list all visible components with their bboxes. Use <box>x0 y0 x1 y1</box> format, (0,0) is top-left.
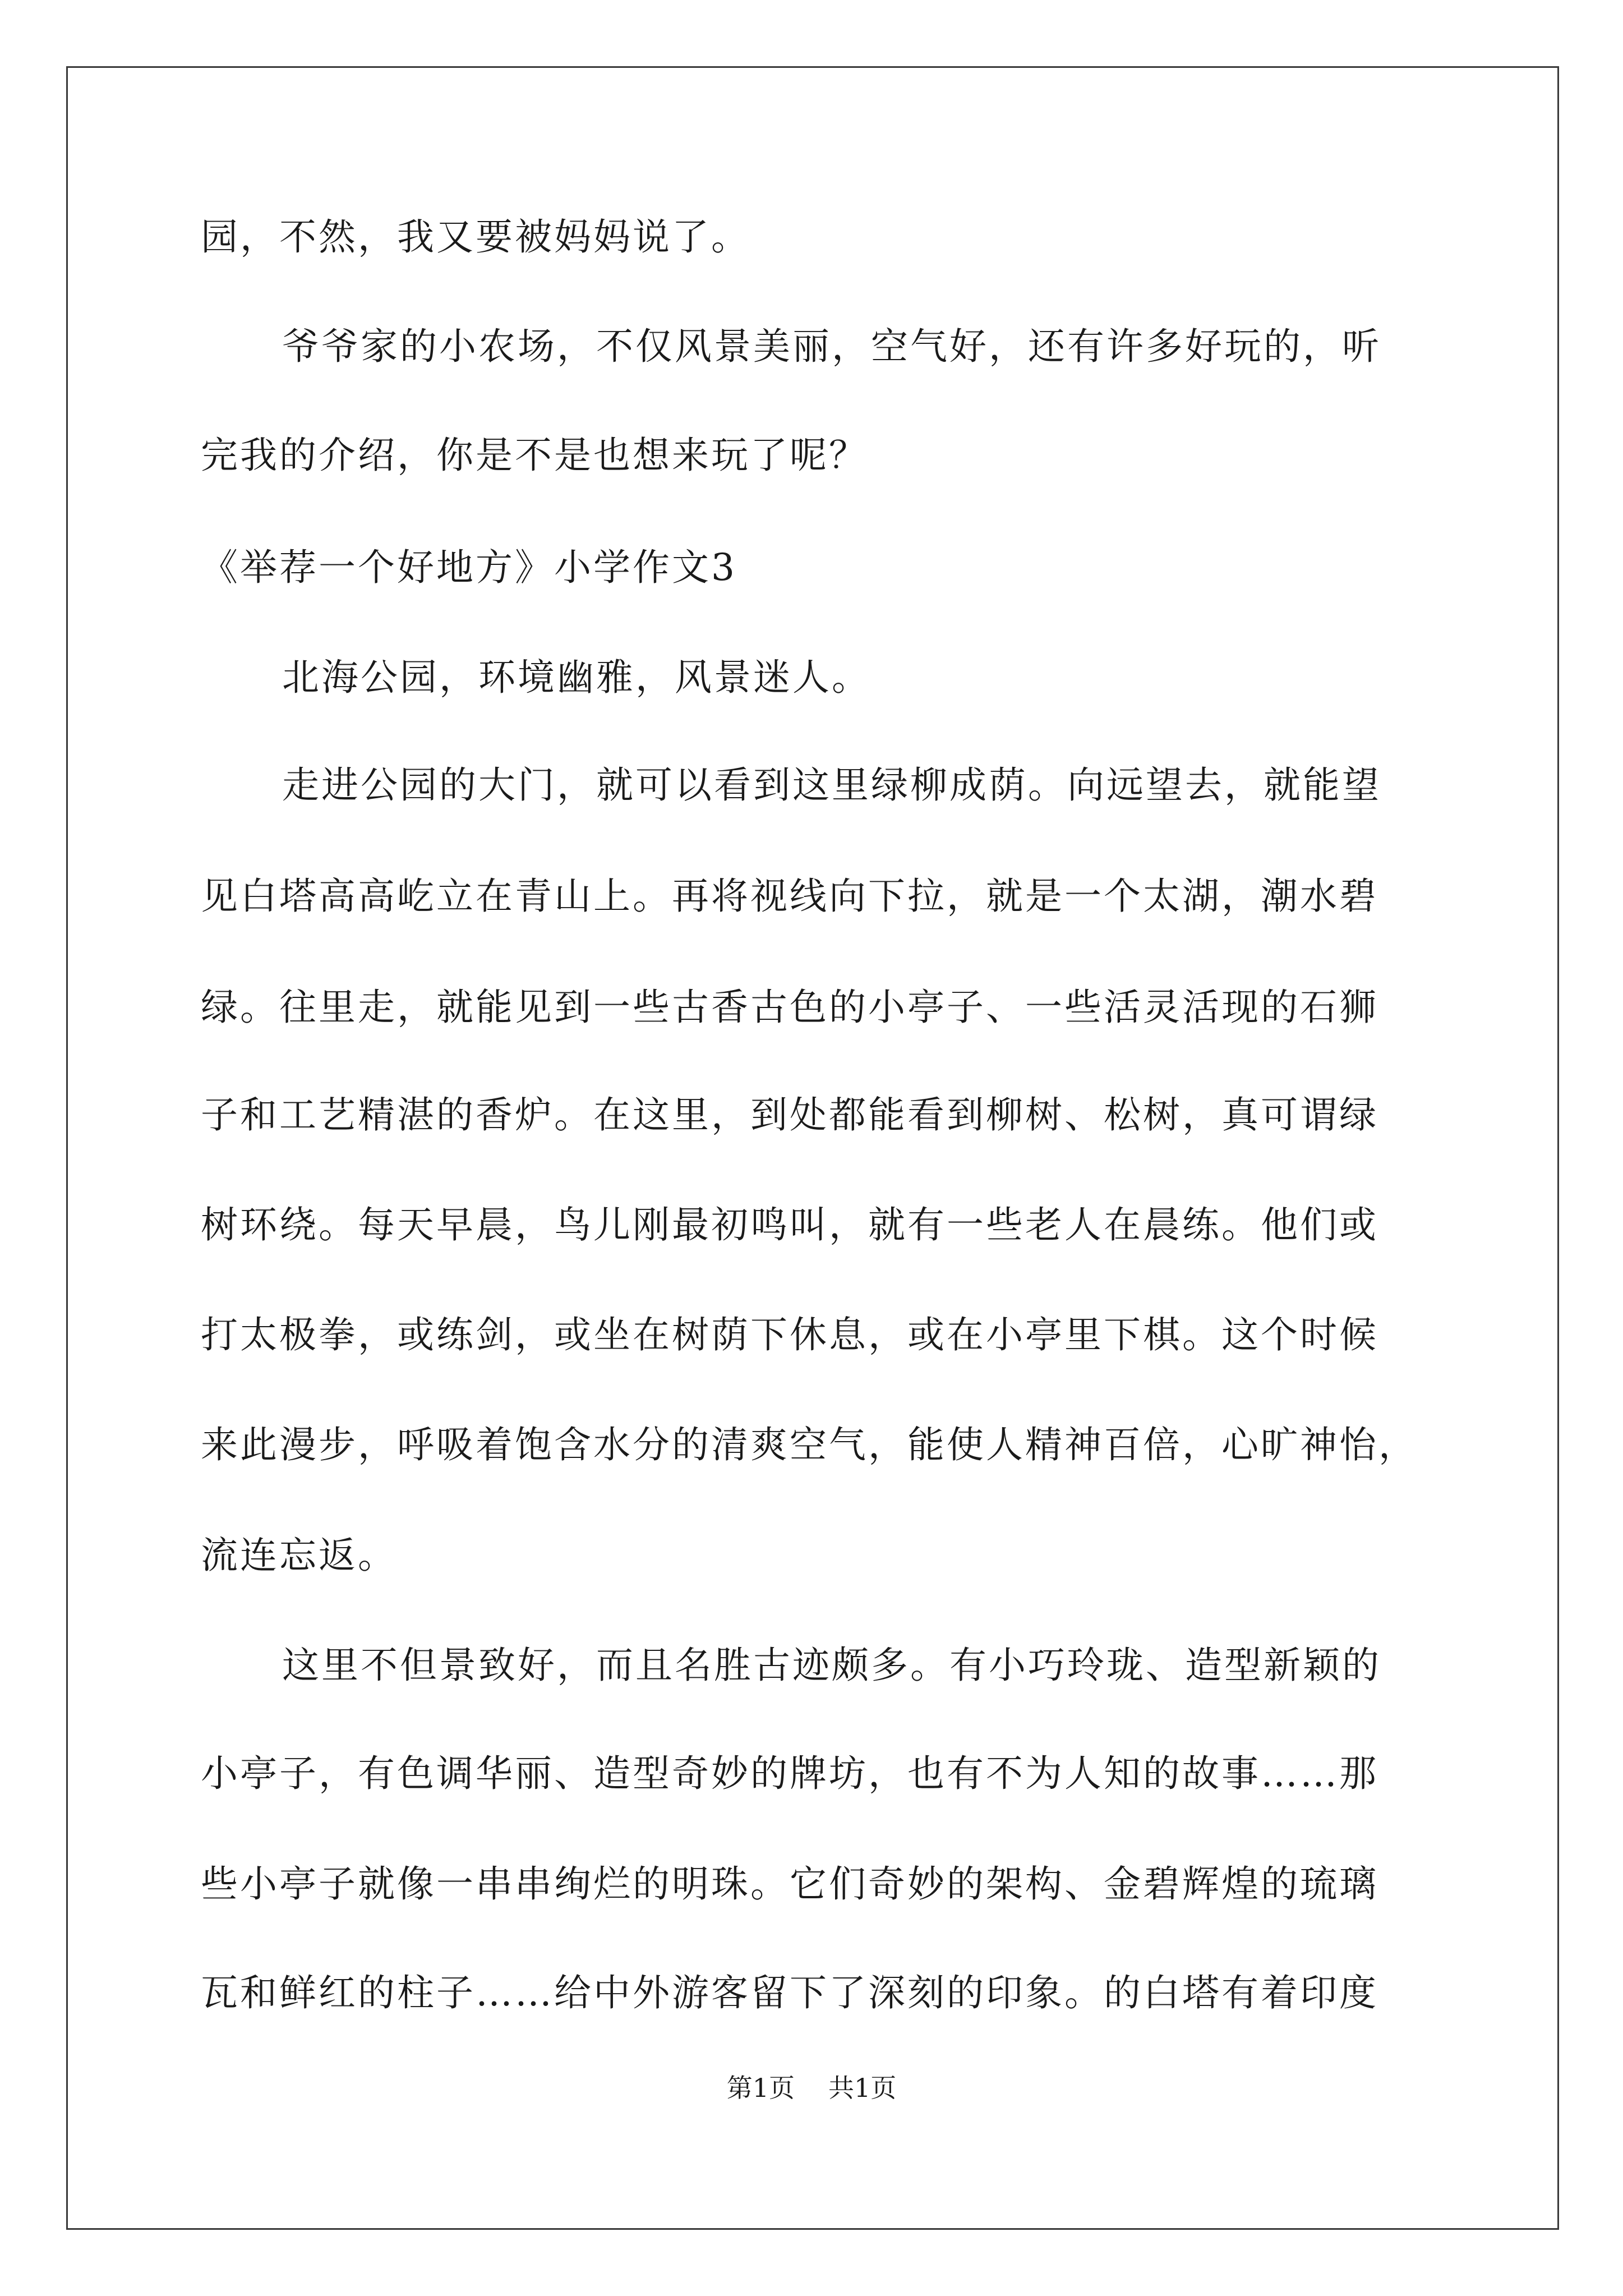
text-line: 完我的介绍，你是不是也想来玩了呢？ <box>201 434 868 477</box>
text-line: 走进公园的大门，就可以看到这里绿柳成荫。向远望去，就能望 <box>282 763 1381 807</box>
text-line: 来此漫步，呼吸着饱含水分的清爽空气，能使人精神百倍，心旷神怡， <box>201 1423 1418 1466</box>
text-line: 爷爷家的小农场，不仅风景美丽，空气好，还有许多好玩的，听 <box>282 325 1381 368</box>
page-number-current: 第1页 <box>726 2073 795 2103</box>
page-number-total: 共1页 <box>828 2073 897 2103</box>
text-line: 树环绕。每天早晨，鸟儿刚最初鸣叫，就有一些老人在晨练。他们或 <box>201 1203 1378 1246</box>
section-heading: 《举荐一个好地方》小学作文3 <box>201 546 737 589</box>
text-line: 流连忘返。 <box>201 1534 397 1577</box>
text-line: 子和工艺精湛的香炉。在这里，到处都能看到柳树、松树，真可谓绿 <box>201 1093 1378 1137</box>
text-line: 打太极拳，或练剑，或坐在树荫下休息，或在小亭里下棋。这个时候 <box>201 1313 1378 1356</box>
text-line: 绿。往里走，就能见到一些古香古色的小亭子、一些活灵活现的石狮 <box>201 986 1378 1029</box>
text-line: 见白塔高高屹立在青山上。再将视线向下拉，就是一个太湖，潮水碧 <box>201 875 1378 918</box>
text-line: 些小亭子就像一串串绚烂的明珠。它们奇妙的架构、金碧辉煌的琉璃 <box>201 1862 1378 1906</box>
page-footer <box>0 2071 1623 2105</box>
text-line: 小亭子，有色调华丽、造型奇妙的牌坊，也有不为人知的故事……那 <box>201 1752 1378 1795</box>
text-line: 这里不但景致好，而且名胜古迹颇多。有小巧玲珑、造型新颖的 <box>282 1644 1381 1687</box>
text-line: 瓦和鲜红的柱子……给中外游客留下了深刻的印象。的白塔有着印度 <box>201 1971 1378 2014</box>
text-line: 北海公园，环境幽雅，风景迷人。 <box>282 656 871 699</box>
text-line: 园，不然，我又要被妈妈说了。 <box>201 215 750 259</box>
